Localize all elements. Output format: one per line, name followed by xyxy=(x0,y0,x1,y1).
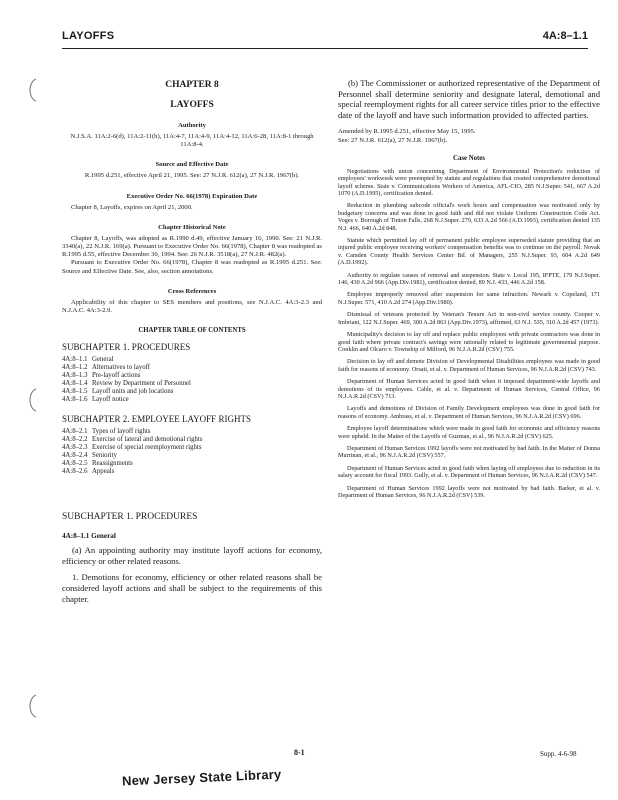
toc-item: 4A:8–1.1 General xyxy=(62,356,114,364)
section-paragraph-1: 1. Demotions for economy, efficiency or other related reasons shall be considered layoff actions and shall be subject to the requirements of this chapter. xyxy=(62,572,322,604)
section-paragraph-a: (a) An appointing authority may institute layoff actions for economy, efficiency or other related reasons. xyxy=(62,545,322,566)
authority-heading: Authority xyxy=(178,122,206,129)
toc-item: 4A:8–2.5 Reassignments xyxy=(62,460,133,468)
subchapter-1-heading: SUBCHAPTER 1. PROCEDURES xyxy=(62,512,198,523)
cross-references-text: Applicability of this chapter to SES members and positions, see N.J.A.C. 4A:3-2.3 and N.J.A.C. 4A:3-2.9. xyxy=(62,298,322,315)
case-note: Statute which permitted lay off of permanent public employee superseded statute providing that an injured public employee receiving workers' compensation benefits was to continue on the payroll. Novak v. Camden County Health Services Center Bd. of Managers, 255 N.J.Super. 93, 604 A.2d 649 (A.D.1992). xyxy=(338,237,600,267)
supplement-date: Supp. 4-6-98 xyxy=(540,750,577,758)
toc-item: 4A:8–1.2 Alternatives to layoff xyxy=(62,364,151,372)
historical-note-text: Pursuant to Executive Order No. 66(1978), Chapter 8 was readopted as R.1995 d.251. See: Source and Effective Date. See, also, section annotations. xyxy=(62,259,322,275)
header-chapter-title: LAYOFFS xyxy=(62,30,115,42)
case-note: Department of Human Services 1992 layoffs were not motivated by bad faith. Barker, et al. v. Department of Human Services, 96 N.J.A.R.2d (CSV) 539. xyxy=(338,484,600,499)
toc-subchapter-1-list xyxy=(62,356,322,404)
case-note: Employee improperly removed after suspension for same infraction. Newark v. Copeland, 171 N.J.Super. 571, 410 A.2d 274 (App.Div.1980). xyxy=(338,291,600,306)
case-note: Authority to regulate causes of removal and suspension. State v. Local 195, IFPTE, 179 N.J.Super. 146, 430 A.2d 966 (App.Div.1981), certification denied, 89 N.J. 433, 446 A.2d 158. xyxy=(338,271,600,287)
cross-references-heading: Cross References xyxy=(167,287,217,295)
amendment-line: See: 27 N.J.R. 612(a), 27 N.J.R. 1967(b). xyxy=(338,136,448,144)
toc-subchapter-1-heading: SUBCHAPTER 1. PROCEDURES xyxy=(62,342,191,353)
case-note: Employee layoff determinations which were made in good faith for economic and efficiency reasons were upheld. In the Matter of the Layoffs of Guzman, et al., 96 N.J.A.R.2d (CSV) 625. xyxy=(338,425,600,440)
case-note: Municipality's decision to lay off and replace public employees with private contractors was done in good faith where private contract's savings were rationally related to legitimate governmental purpose. Conklin and Olcaro v. Township of Milford, 96 N.J.A.R.2d (CSV) 755. xyxy=(338,331,600,353)
case-notes-heading: Case Notes xyxy=(453,154,485,162)
punch-hole-mark xyxy=(22,692,44,720)
right-column xyxy=(338,78,600,504)
toc-item: 4A:8–1.6 Layoff notice xyxy=(62,396,129,404)
toc-item: 4A:8–2.2 Exercise of lateral and demotional rights xyxy=(62,436,203,444)
chapter-title: LAYOFFS xyxy=(170,100,214,110)
toc-item: 4A:8–2.6 Appeals xyxy=(62,468,115,476)
toc-item: 4A:8–2.3 Exercise of special reemployment rights xyxy=(62,444,202,452)
header-section-number: 4A:8–1.1 xyxy=(542,30,588,42)
historical-note-heading: Chapter Historical Note xyxy=(158,223,226,231)
toc-item: 4A:8–2.1 Types of layoff rights xyxy=(62,428,151,436)
exec-order-heading: Executive Order No. 66(1978) Expiration Date xyxy=(126,192,258,200)
toc-item: 4A:8–1.3 Pre-layoff actions xyxy=(62,372,141,380)
toc-item: 4A:8–1.4 Review by Department of Personnel xyxy=(62,380,191,388)
source-heading: Source and Effective Date xyxy=(155,161,229,169)
case-note: Layoffs and demotions of Division of Family Development employees was done in good faith for reasons of economy. Ambrass, et al. v. Department of Human Services, 96 N.J.A.R.2d (CSV) 696. xyxy=(338,405,600,420)
amendment-line: Amended by R.1995 d.251, effective May 15, 1995. xyxy=(338,128,476,136)
toc-title: CHAPTER TABLE OF CONTENTS xyxy=(138,327,246,335)
section-paragraph-b: (b) The Commissioner or authorized representative of the Department of Personnel shall determine seniority and designate lateral, demotional and special reemployment rights for all career service titles prior to the effective date of the layoff and have such information provided to affected parties. xyxy=(338,78,600,120)
case-note: Department of Human Services 1992 layoffs were not motivated by bad faith. In the Matter of Donna Murrinan, et al., 96 N.J.A.R.2d (CSV) 557. xyxy=(338,444,600,460)
source-text: R.1995 d.251, effective April 21, 1995. See: 27 N.J.R. 612(a), 27 N.J.R. 1967(b). xyxy=(84,172,300,180)
amendment-note xyxy=(338,128,600,144)
exec-order-text: Chapter 8, Layoffs, expires on April 21, 2000. xyxy=(71,203,193,211)
left-column xyxy=(62,78,322,604)
case-note: Reduction in plumbing subcode official's work hours and compensation was motivated only by budgetary concerns and was done in good faith and did not violate Uniform Construction Code Act. Voges v. Borough of Tinton Falls, 268 N.J.Super. 279, 633 A.2d 566 (A.D.1993), certification denied 135 N.J. 466, 640 A.2d 848. xyxy=(338,202,600,232)
case-note: Decision to lay off and demote Division of Developmental Disabilities employees was made in good faith for reasons of economy. Orsati, et al. v. Department of Human Services, 96 N.J.A.R.2d (CSV) 743. xyxy=(338,358,600,373)
case-note: Dismissal of veterans protected by Veteran's Tenure Act in non-civil service county. Cooper v. Imbriani, 122 N.J.Super. 469, 300 A.2d 863 (App.Div.1973), affirmed, 63 N.J. 535, 310 A.2d 457 (1973). xyxy=(338,311,600,326)
case-note: Department of Human Services acted in good faith when laying off employees due to reduction in its salary account for fiscal 1993. Gully, et al. v. Department of Human Services, 96 N.J.A.R.2d (CSV) 547. xyxy=(338,464,600,480)
running-header xyxy=(62,26,588,49)
authority-text: N.J.S.A. 11A:2-6(d), 11A:2-11(h), 11A:4-7, 11A:4-9, 11A:4-12, 11A:6-28, 11A:8-1 through 11A:8-4. xyxy=(70,133,314,149)
case-note: Negotiations with union concerning Department of Environmental Protection's reduction of employees' workweek were preempted by statute and regulations that created comprehensive demotional layoff scheme. State v. Communications Workers of America, AFL-CIO, 285 N.J.Super. 541, 667 A.2d 1070 (A.D.1995), certification denied. xyxy=(338,167,600,197)
case-note: Department of Human Services acted in good faith when it imposed department-wide layoffs and demotions of its employees. Cable, et al. v. Department of Human Services, Central Office, 96 N.J.A.R.2d (CSV) 713. xyxy=(338,378,600,400)
toc-subchapter-2-list xyxy=(62,428,322,476)
toc-item: 4A:8–2.4 Seniority xyxy=(62,452,117,460)
library-stamp: New Jersey State Library xyxy=(121,766,282,789)
chapter-label: CHAPTER 8 xyxy=(165,80,219,90)
toc-subchapter-2-heading: SUBCHAPTER 2. EMPLOYEE LAYOFF RIGHTS xyxy=(62,414,251,425)
historical-note-text: Chapter 8, Layoffs, was adopted as R.1990 d.49, effective January 16, 1990. See: 21 N.J.R. 3340(a), 22 N.J.R. 169(a). Pursuant to Executive Order No. 66(1978), Chapter 8 was readopted as R.1995 d.55, effective December 30, 1994. See: 26 N.J.R. 3518(a), 27 N.J.R. 482(a). xyxy=(62,234,322,259)
page-number: 8-1 xyxy=(294,748,305,757)
section-heading: 4A:8–1.1 General xyxy=(62,532,116,541)
punch-hole-mark xyxy=(22,76,44,104)
toc-item: 4A:8–1.5 Layoff units and job locations xyxy=(62,388,174,396)
punch-hole-mark xyxy=(22,386,44,414)
